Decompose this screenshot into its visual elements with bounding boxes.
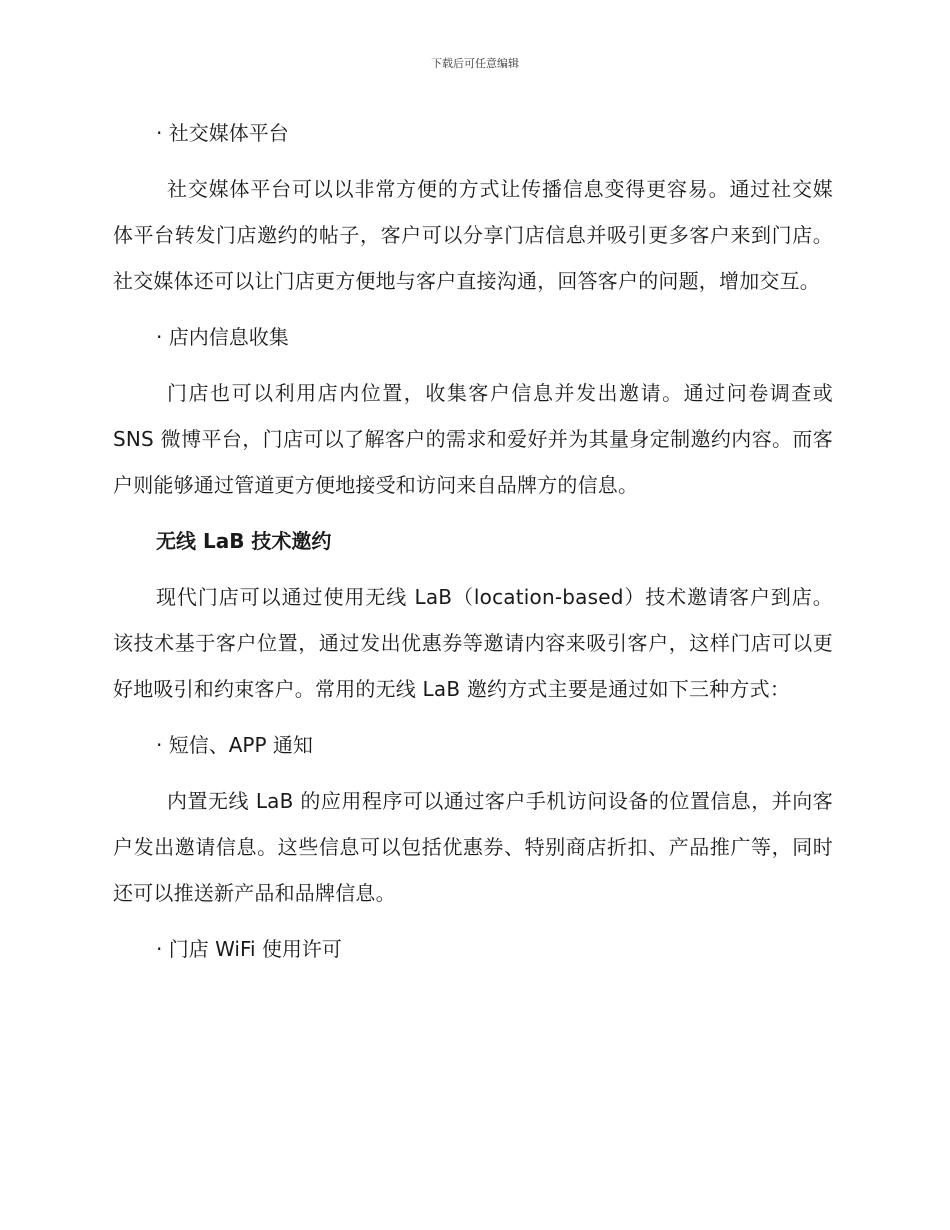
bullet-in-store-info: · 店内信息收集	[156, 325, 289, 349]
paragraph-sms-app: 内置无线 LaB 的应用程序可以通过客户手机访问设备的位置信息，并向客户发出邀请信息。这些信息可以包括优惠券、特别商店折扣、产品推广等，同时还可以推送新产品和品牌信息。	[113, 789, 833, 905]
paragraph-social-media: 社交媒体平台可以以非常方便的方式让传播信息变得更容易。通过社交媒体平台转发门店邀约的帖子，客户可以分享门店信息并吸引更多客户来到门店。社交媒体还可以让门店更方便地与客户直接沟通，回答客户的问题，增加交互。	[113, 177, 833, 293]
paragraph-in-store-info: 门店也可以利用店内位置，收集客户信息并发出邀请。通过问卷调查或 SNS 微博平台，门店可以了解客户的需求和爱好并为其量身定制邀约内容。而客户则能够通过管道更方便地接受和访问来自品牌方的信息。	[113, 381, 833, 497]
bullet-store-wifi: · 门店 WiFi 使用许可	[156, 937, 342, 961]
header-note: 下载后可任意编辑	[431, 57, 519, 70]
document-body	[113, 110, 833, 982]
section-heading-wireless-lab: 无线 LaB 技术邀约	[156, 529, 332, 553]
bullet-sms-app: · 短信、APP 通知	[156, 733, 313, 757]
bullet-social-media: · 社交媒体平台	[156, 121, 289, 145]
paragraph-wireless-lab: 现代门店可以通过使用无线 LaB（location-based）技术邀请客户到店。该技术基于客户位置，通过发出优惠券等邀请内容来吸引客户，这样门店可以更好地吸引和约束客户。常用的无线 LaB 邀约方式主要是通过如下三种方式：	[113, 585, 833, 701]
